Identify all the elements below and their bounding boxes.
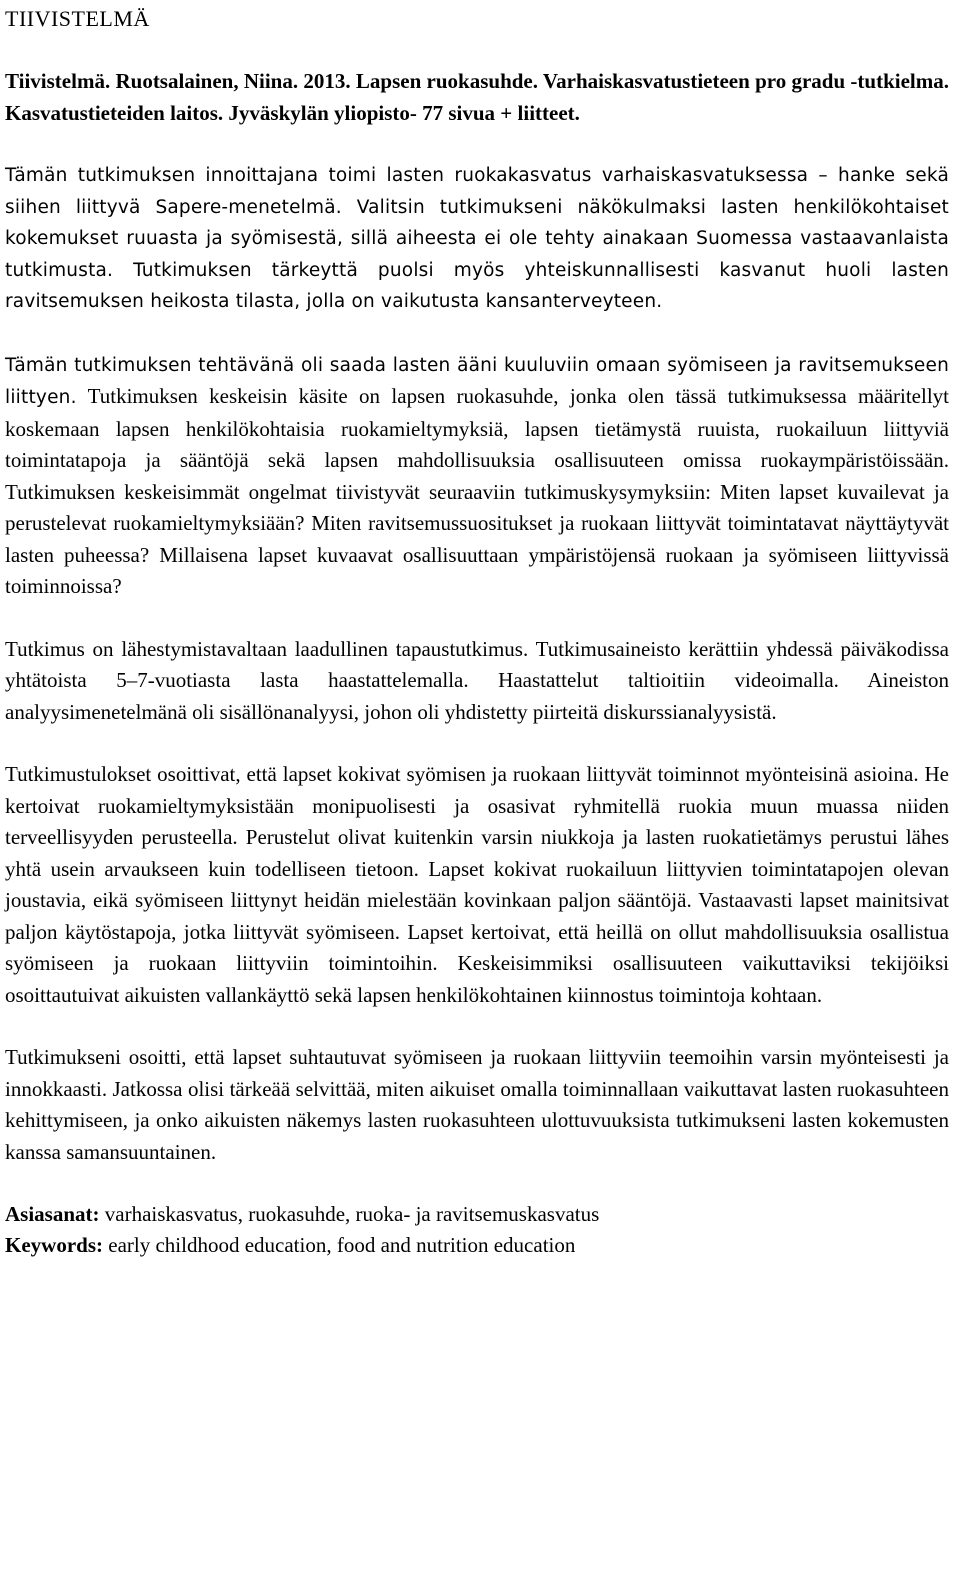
paragraph-gap — [5, 728, 949, 759]
paragraph-gap — [5, 129, 949, 160]
keywords-finnish-label: Asiasanat: — [5, 1202, 100, 1226]
keywords-english — [5, 1230, 949, 1261]
paragraph-results: Tutkimustulokset osoittivat, että lapset kokivat syömisen ja ruokaan liittyvät toiminnot myönteisinä asioina. He kertoivat ruokamieltymyksistään monipuolisesti ja osasivat ryhmitellä ruokia muun muassa niiden terveellisyyden perusteella. Perustelut olivat kuitenkin varsin niukkoja ja lasten ruokatietämys perustui lähes yhtä usein arvaukseen kuin todelliseen tietoon. Lapset kokivat ruokailuun liittyvien toimintatapojen olevan joustavia, eikä syömiseen liittynyt heidän mielestään kovinkaan paljon sääntöjä. Vastaavasti lapset mainitsivat paljon käytöstapoja, jotka liittyvät syömiseen. Lapset kertoivat, että heillä on ollut mahdollisuuksia osallistua syömiseen ja ruokaan liittyviin toimintoihin. Keskeisimmiksi osallisuuteen vaikuttaviksi tekijöiksi osoittautuivat aikuisten vallankäyttö sekä lapsen henkilökohtainen kiinnostus toimintoja kohtaan. — [5, 762, 949, 1007]
document-page — [5, 0, 949, 1261]
paragraph-conclusion: Tutkimukseni osoitti, että lapset suhtautuvat syömiseen ja ruokaan liittyviin teemoihin varsin myönteisesti ja innokkaasti. Jatkossa olisi tärkeää selvittää, miten aikuiset omalla toiminnallaan vaikuttavat lasten ruokasuhteen kehittymiseen, ja onko aikuisten näkemys lasten ruokasuhteen ulottuvuuksista tutkimukseni lasten kokemusten kanssa samansuuntainen. — [5, 1045, 949, 1164]
keywords-english-value: early childhood education, food and nutrition education — [103, 1233, 576, 1257]
paragraph-gap — [5, 318, 949, 349]
paragraph-research-task — [5, 349, 949, 603]
paragraph-method: Tutkimus on lähestymistavaltaan laadullinen tapaustutkimus. Tutkimusaineisto kerättiin yhdessä päiväkodissa yhtätoista 5–7-vuotiasta lasta haastattelemalla. Haastattelut taltioitiin videoimalla. Aineiston analyysimenetelmänä oli sisällönanalyysi, johon oli yhdistetty piirteitä diskurssianalyysistä. — [5, 636, 949, 724]
research-task-lead: Tämän tutkimuksen tehtävänä oli saada lasten ääni kuuluviin omaan syömiseen ja ravitsemukseen liittyen. — [5, 354, 949, 408]
citation-paragraph: Tiivistelmä. Ruotsalainen, Niina. 2013. Lapsen ruokasuhde. Varhaiskasvatustieteen pro gradu -tutkielma. Kasvatustieteiden laitos. Jyväskylän yliopisto- 77 sivua + liitteet. — [5, 69, 949, 125]
paragraph-gap — [5, 1168, 949, 1199]
keywords-english-label: Keywords: — [5, 1233, 103, 1257]
keywords-finnish-value: varhaiskasvatus, ruokasuhde, ruoka- ja ravitsemuskasvatus — [99, 1202, 600, 1226]
paragraph-gap — [5, 603, 949, 634]
paragraph-gap — [5, 1011, 949, 1042]
page-title: TIIVISTELMÄ — [5, 6, 150, 31]
paragraph-background: Tämän tutkimuksen innoittajana toimi lasten ruokakasvatus varhaiskasvatuksessa – hanke sekä siihen liittyvä Sapere-menetelmä. Valitsin tutkimukseni näkökulmaksi lasten henkilökohtaiset kokemukset ruuasta ja syömisestä, sillä aiheesta ei ole tehty ainakaan Suomessa vastaavanlaista tutkimusta. Tutkimuksen tärkeyttä puolsi myös yhteiskunnallisesti kasvanut huoli lasten ravitsemuksen heikosta tilasta, jolla on vaikutusta kansanterveyteen. — [5, 165, 949, 312]
keywords-finnish — [5, 1199, 949, 1230]
research-task-body: Tutkimuksen keskeisin käsite on lapsen ruokasuhde, jonka olen tässä tutkimuksessa määritellyt koskemaan lapsen henkilökohtaisia ruokamieltymyksiä, lapsen tietämystä ruuista, ruokailuun liittyviä toimintatapoja ja sääntöjä sekä lapsen mahdollisuuksia osallisuuteen omissa ruokaympäristöissään. Tutkimuksen keskeisimmät ongelmat tiivistyvät seuraaviin tutkimuskysymyksiin: Miten lapset kuvailevat ja perustelevat ruokamieltymyksiään? Miten ravitsemussuositukset ja ruokaan liittyvät toimintatavat näyttäytyvät lasten puheessa? Millaisena lapset kuvaavat osallisuuttaan ympäristöjensä ruokaan ja syömiseen liittyvissä toiminnoissa? — [5, 384, 949, 598]
